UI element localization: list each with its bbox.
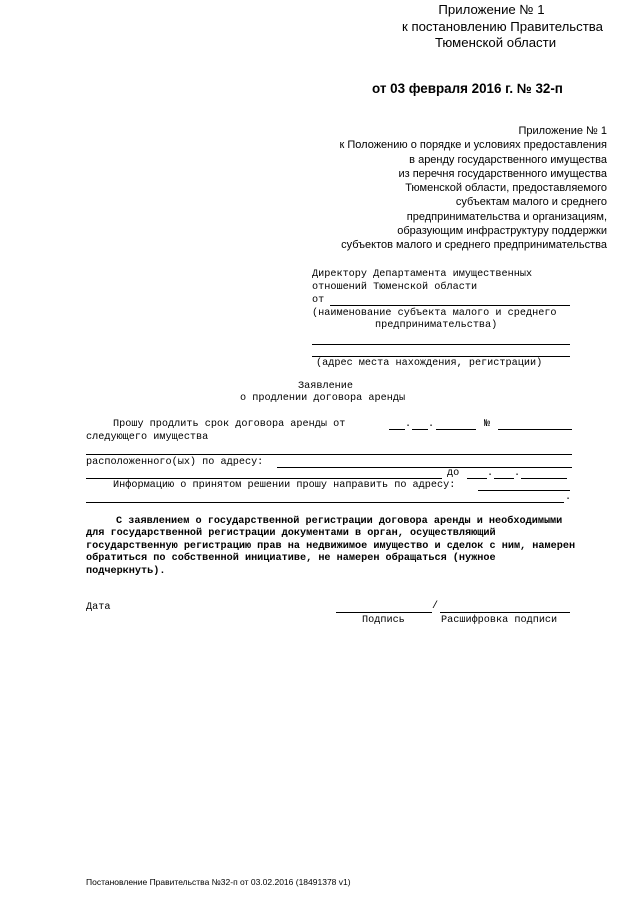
applicant-address-field-1[interactable] [312,344,570,345]
date-separator: . [428,419,435,430]
decree-date-number: от 03 февраля 2016 г. № 32-п [372,81,563,96]
regulation-line: субъектов малого и среднего предпринимательства [341,239,607,252]
document-title: Заявление [298,381,354,392]
request-text: Прошу продлить срок договора аренды от [113,419,346,430]
signature-field[interactable] [336,612,432,613]
located-text: расположенного(ых) по адресу: [86,457,264,468]
property-text: следующего имущества [86,432,209,443]
until-separator: . [514,468,521,479]
extension-date-year[interactable] [521,478,567,479]
statement-line: государственную регистрацию прав на недвижимое имущество и сделок с ним, намерен [86,540,576,552]
lease-date-day[interactable] [389,429,405,430]
regulation-line: предпринимательства и организациям, [406,210,607,223]
address-hint: (адрес места нахождения, регистрации) [316,358,543,369]
decree-reference: к постановлению Правительства [402,18,603,34]
signature-decode-label: Расшифровка подписи [441,615,558,626]
property-address-field-2[interactable] [86,478,442,479]
extension-date-month[interactable] [494,478,514,479]
response-address-field-2[interactable] [86,502,564,503]
statement-line: С заявлением о государственной регистрации договора аренды и необходимыми [116,516,563,527]
decree-region: Тюменской области [434,35,557,50]
regulation-line: Приложение № 1 [518,125,607,137]
number-sign: № [484,419,491,430]
name-hint-line1: (наименование субъекта малого и среднего [312,308,557,319]
name-hint-line2: предпринимательства) [375,320,498,331]
until-separator: . [487,468,494,479]
signature-slash: / [432,601,439,612]
signature-decode-field[interactable] [440,612,570,613]
regulation-line: субъектам малого и среднего [455,196,607,209]
footer-text: Постановление Правительства №32-п от 03.02.2016 (18491378 v1) [86,877,351,887]
response-address-field[interactable] [478,490,570,491]
from-label: от [312,295,325,306]
date-separator: . [405,419,412,430]
regulation-line: Тюменской области, предоставляемого [405,182,607,195]
until-text: до [447,468,460,479]
lease-date-month[interactable] [412,429,428,430]
lease-date-year[interactable] [436,429,476,430]
property-address-field[interactable] [277,467,572,468]
date-label: Дата [86,602,111,613]
property-description-field[interactable] [86,454,572,455]
decree-header [402,2,603,52]
regulation-line: к Положению о порядке и условиях предоставления [339,139,607,152]
info-text: Информацию о принятом решении прошу направить по адресу: [113,480,456,491]
statement-line: обратиться по собственной инициативе, не намерен обращаться (нужное [86,553,496,565]
statement-line: для государственной регистрации документами в орган, осуществляющий [86,528,496,540]
signature-label: Подпись [362,615,405,626]
applicant-address-field-2[interactable] [312,356,570,357]
addressee-line1: Директору Департамента имущественных [312,269,533,280]
extension-date-day[interactable] [467,478,487,479]
applicant-name-field[interactable] [330,305,570,306]
document-subtitle: о продлении договора аренды [240,393,406,404]
lease-number-field[interactable] [498,429,572,430]
end-dot: . [565,492,572,503]
regulation-header [340,124,607,253]
addressee-line2: отношений Тюменской области [312,282,478,293]
statement-line: подчеркнуть). [86,565,166,577]
regulation-line: образующим инфраструктуру поддержки [397,225,607,238]
statement-block [86,516,576,578]
regulation-line: из перечня государственного имущества [398,167,607,180]
decree-appendix-number: Приложение № 1 [438,2,545,17]
regulation-line: в аренду государственного имущества [409,153,607,166]
